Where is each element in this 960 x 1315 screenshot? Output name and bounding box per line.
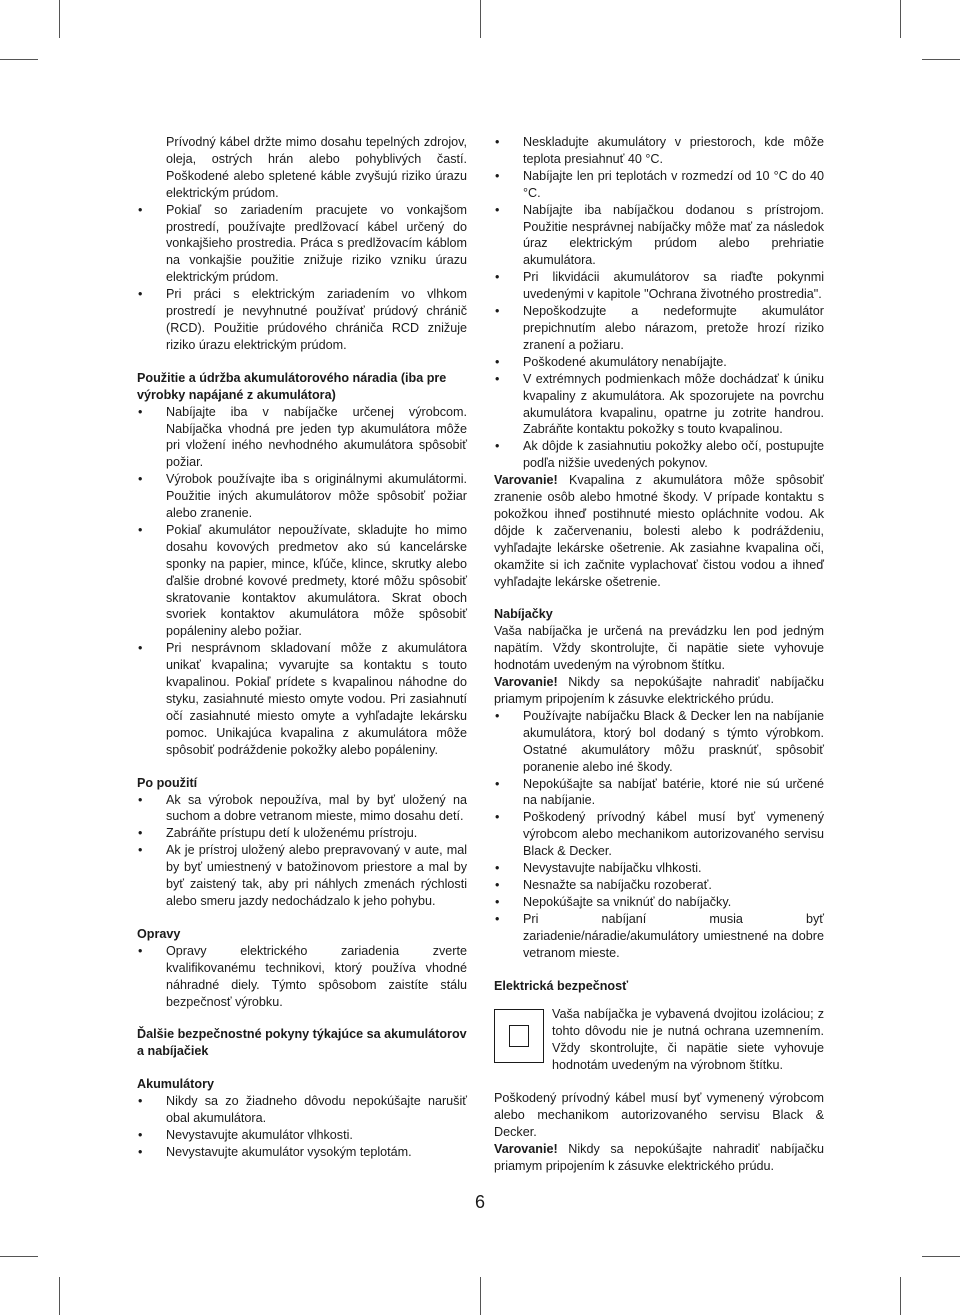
list-item: • Nevystavujte akumulátor vysokým teplotám. — [137, 1144, 467, 1161]
battery-tools-list — [137, 404, 467, 759]
page-number: 6 — [474, 1192, 485, 1212]
section-heading-batteries: Akumulátory — [137, 1077, 214, 1092]
list-item: • Opravy elektrického zariadenia zverte kvalifikovanému technikovi, ktorý používa vhodné náhradné diely. Týmto spôsobom zaistíte stálu bezpečnosť výrobku. — [137, 943, 467, 1011]
list-item: • Pri nesprávnom skladovaní môže z akumulátora unikať kvapalina; vyvarujte sa kontaktu s touto kvapalinou. Pokiaľ prídete s kvapalinou náhodne do styku, zasiahnuté miesto omyte vodou. Pri zasiahnutí očí zasiahnuté miesto omyte a vyhľadajte lekársku pomoc. Unikajúca kvapalina z akumulátora môže spôsobiť podráždenie pokožky alebo popáleniny. — [137, 640, 467, 758]
list-item: • Pokiaľ akumulátor nepoužívate, skladujte ho mimo dosahu kovových predmetov ako sú kancelárske sponky na papier, mince, kľúče, klince, skrutky alebo ďalšie drobné kovové predmety, ktoré môžu spôsobiť skratovanie kontaktov akumulátora. Skrat oboch svoriek kontaktov akumulátora môže spôsobiť popáleniny alebo požiar. — [137, 522, 467, 640]
batteries-list — [137, 1093, 467, 1161]
list-item: • Nesnažte sa nabíjačku rozoberať. — [494, 877, 824, 894]
list-item: • Nepokúšajte sa vniknúť do nabíjačky. — [494, 894, 824, 911]
battery-warning-paragraph — [494, 472, 824, 590]
chargers-intro: Vaša nabíjačka je určená na prevádzku len pod jedným napätím. Vždy skontrolujte, či napätie siete vyhovuje hodnotám uvedeným na výrobnom štítku. — [494, 624, 824, 673]
list-item: • Poškodené akumulátory nenabíjajte. — [494, 354, 824, 371]
list-item: • Ak sa výrobok nepoužíva, mal by byť uložený na suchom a dobre vetranom mieste, mimo dosahu detí. — [137, 792, 467, 826]
repairs-list — [137, 943, 467, 1011]
crop-mark — [922, 1256, 960, 1257]
list-item: • Zabráňte prístupu detí k uloženému prístroju. — [137, 825, 467, 842]
list-item: • Nepoškodzujte a nedeformujte akumulátor prepichnutím alebo nárazom, pretože hrozí riziko zranení a požiaru. — [494, 303, 824, 354]
crop-mark — [900, 1277, 901, 1315]
section-heading-electrical-safety: Elektrická bezpečnosť — [494, 978, 629, 993]
list-item: • Nevystavujte nabíjačku vlhkosti. — [494, 860, 824, 877]
crop-mark — [59, 1277, 60, 1315]
double-insulation-text: Vaša nabíjačka je vybavená dvojitou izoláciou; z tohto dôvodu nie je nutná ochrana uzemnením. Vždy skontrolujte, či napätie siete vyhovuje hodnotám uvedeným na výrobnom štítku. — [552, 1007, 824, 1073]
left-column — [137, 134, 467, 1161]
list-item: • V extrémnych podmienkach môže dochádzať k úniku kvapaliny z akumulátora. Ak spozorujete na povrchu akumulátora kvapalinu, opatrne ju zotrite handrou. Zabráňte kontaktu pokožky s touto kvapalinou. — [494, 371, 824, 439]
list-item: • Nabíjajte iba v nabíjačke určenej výrobcom. Nabíjačka vhodná pre jeden typ akumulátora môže pri vložení iného nevhodného akumulátora spôsobiť požiar. — [137, 404, 467, 472]
list-item: • Nepokúšajte sa nabíjať batérie, ktoré nie sú určené na nabíjanie. — [494, 776, 824, 810]
list-item: • Neskladujte akumulátory v priestoroch, kde môže teplota presiahnuť 40 °C. — [494, 134, 824, 168]
chargers-list — [494, 708, 824, 962]
final-warning-paragraph — [494, 1141, 824, 1175]
chargers-warning-text: Nikdy sa nepokúšajte nahradiť nabíjačku priamym pripojením k zásuvke elektrického prúdu. — [494, 675, 824, 706]
list-item: • Nabíjajte iba nabíjačkou dodanou s prístrojom. Použitie nesprávnej nabíjačky môže mať za následok úraz elektrickým prúdom alebo prehriatie akumulátora. — [494, 202, 824, 270]
battery-list — [494, 134, 824, 472]
list-item: • Pokiaľ so zariadením pracujete vo vonkajšom prostredí, používajte predlžovací kábel určený do vonkajšieho prostredia. Práca s predlžovacím káblom na vonkajšie použitie znižuje riziko vzniku úrazu elektrickým prúdom. — [137, 202, 467, 287]
crop-mark — [0, 1256, 38, 1257]
crop-mark — [0, 59, 38, 60]
section-heading-after-use: Po použití — [137, 775, 198, 790]
warning-label: Varovanie! — [494, 675, 558, 690]
list-item: • Nikdy sa zo žiadneho dôvodu nepokúšajte narušiť obal akumulátora. — [137, 1093, 467, 1127]
after-use-list — [137, 792, 467, 910]
crop-mark — [480, 0, 481, 38]
list-item: • Pri nabíjaní musia byť zariadenie/náradie/akumulátory umiestnené na dobre vetranom mieste. — [494, 911, 824, 962]
list-item: • Ak je prístroj uložený alebo prepravovaný v aute, mal by byť umiestnený v batožinovom priestore a mal by byť zaistený tak, aby pri náhlych zmenách rýchlosti alebo smeru jazdy nedochádzalo k jeho pohybu. — [137, 842, 467, 910]
section-heading-repairs: Opravy — [137, 926, 181, 941]
list-item: • Poškodený prívodný kábel musí byť vymenený výrobcom alebo mechanikom autorizovaného servisu Black & Decker. — [494, 809, 824, 860]
crop-mark — [480, 1277, 481, 1315]
crop-mark — [900, 0, 901, 38]
final-warning-text: Nikdy sa nepokúšajte nahradiť nabíjačku priamym pripojením k zásuvke elektrického prúdu. — [494, 1141, 824, 1173]
section-heading-more-safety: Ďalšie bezpečnostné pokyny týkajúce sa akumulátorov a nabíjačiek — [137, 1027, 467, 1059]
warning-label: Varovanie! — [494, 473, 558, 488]
crop-mark — [922, 59, 960, 60]
battery-warning-text: Kvapalina z akumulátora môže spôsobiť zranenie osôb alebo hmotné škody. V prípade kontaktu s pokožkou ihneď postihnuté miesto opláchnite vodou. Ak dôjde k začervenaniu, bolesti alebo k podráždeniu, vyhľadajte lekárske ošetrenie. Ak zasiahne kvapalina oči, okamžite si ich začnite vyplachovať čistou vodou a ihneď vyhľadajte lekárske ošetrenie. — [494, 473, 824, 589]
double-insulation-block — [494, 1006, 824, 1074]
list-item: • Pri práci s elektrickým zariadením vo vlhkom prostredí je nevyhnutné používať prúdový chránič (RCD). Použitie prúdového chrániča RCD znižuje riziko úrazu elektrickým prúdom. — [137, 286, 467, 354]
list-item: • Používajte nabíjačku Black & Decker len na nabíjanie akumulátora, ktorý bol dodaný s týmto výrobkom. Ostatné akumulátory môžu prasknúť, spôsobiť poranenie alebo iné škody. — [494, 708, 824, 776]
cable-text: Poškodený prívodný kábel musí byť vymenený výrobcom alebo mechanikom autorizovaného servisu Black & Decker. — [494, 1091, 824, 1139]
chargers-warning-paragraph — [494, 674, 824, 708]
section-heading-chargers: Nabíjačky — [494, 607, 553, 622]
intro-continuation: Prívodný kábel držte mimo dosahu tepelných zdrojov, oleja, ostrých hrán alebo pohyblivých častí. Poškodené alebo spletené káble zvyšujú riziko úrazu elektrickým prúdom. — [166, 135, 467, 200]
list-item: • Nabíjajte len pri teplotách v rozmedzí od 10 °C do 40 °C. — [494, 168, 824, 202]
list-item: • Ak dôjde k zasiahnutiu pokožky alebo očí, postupujte podľa nižšie uvedených pokynov. — [494, 438, 824, 472]
list-item: • Výrobok používajte iba s originálnymi akumulátormi. Použitie iných akumulátorov môže spôsobiť požiar alebo zranenie. — [137, 471, 467, 522]
section-heading-battery-tools: Použitie a údržba akumulátorového náradia (iba pre výrobky napájané z akumulátora) — [137, 370, 447, 402]
right-column — [494, 134, 824, 1175]
list-item: • Pri likvidácii akumulátorov sa riaďte pokynmi uvedenými v kapitole "Ochrana životného prostredia". — [494, 269, 824, 303]
warning-label: Varovanie! — [494, 1141, 558, 1156]
crop-mark — [59, 0, 60, 38]
intro-list — [137, 202, 467, 354]
list-item: • Nevystavujte akumulátor vlhkosti. — [137, 1127, 467, 1144]
double-insulation-icon — [494, 1009, 544, 1063]
